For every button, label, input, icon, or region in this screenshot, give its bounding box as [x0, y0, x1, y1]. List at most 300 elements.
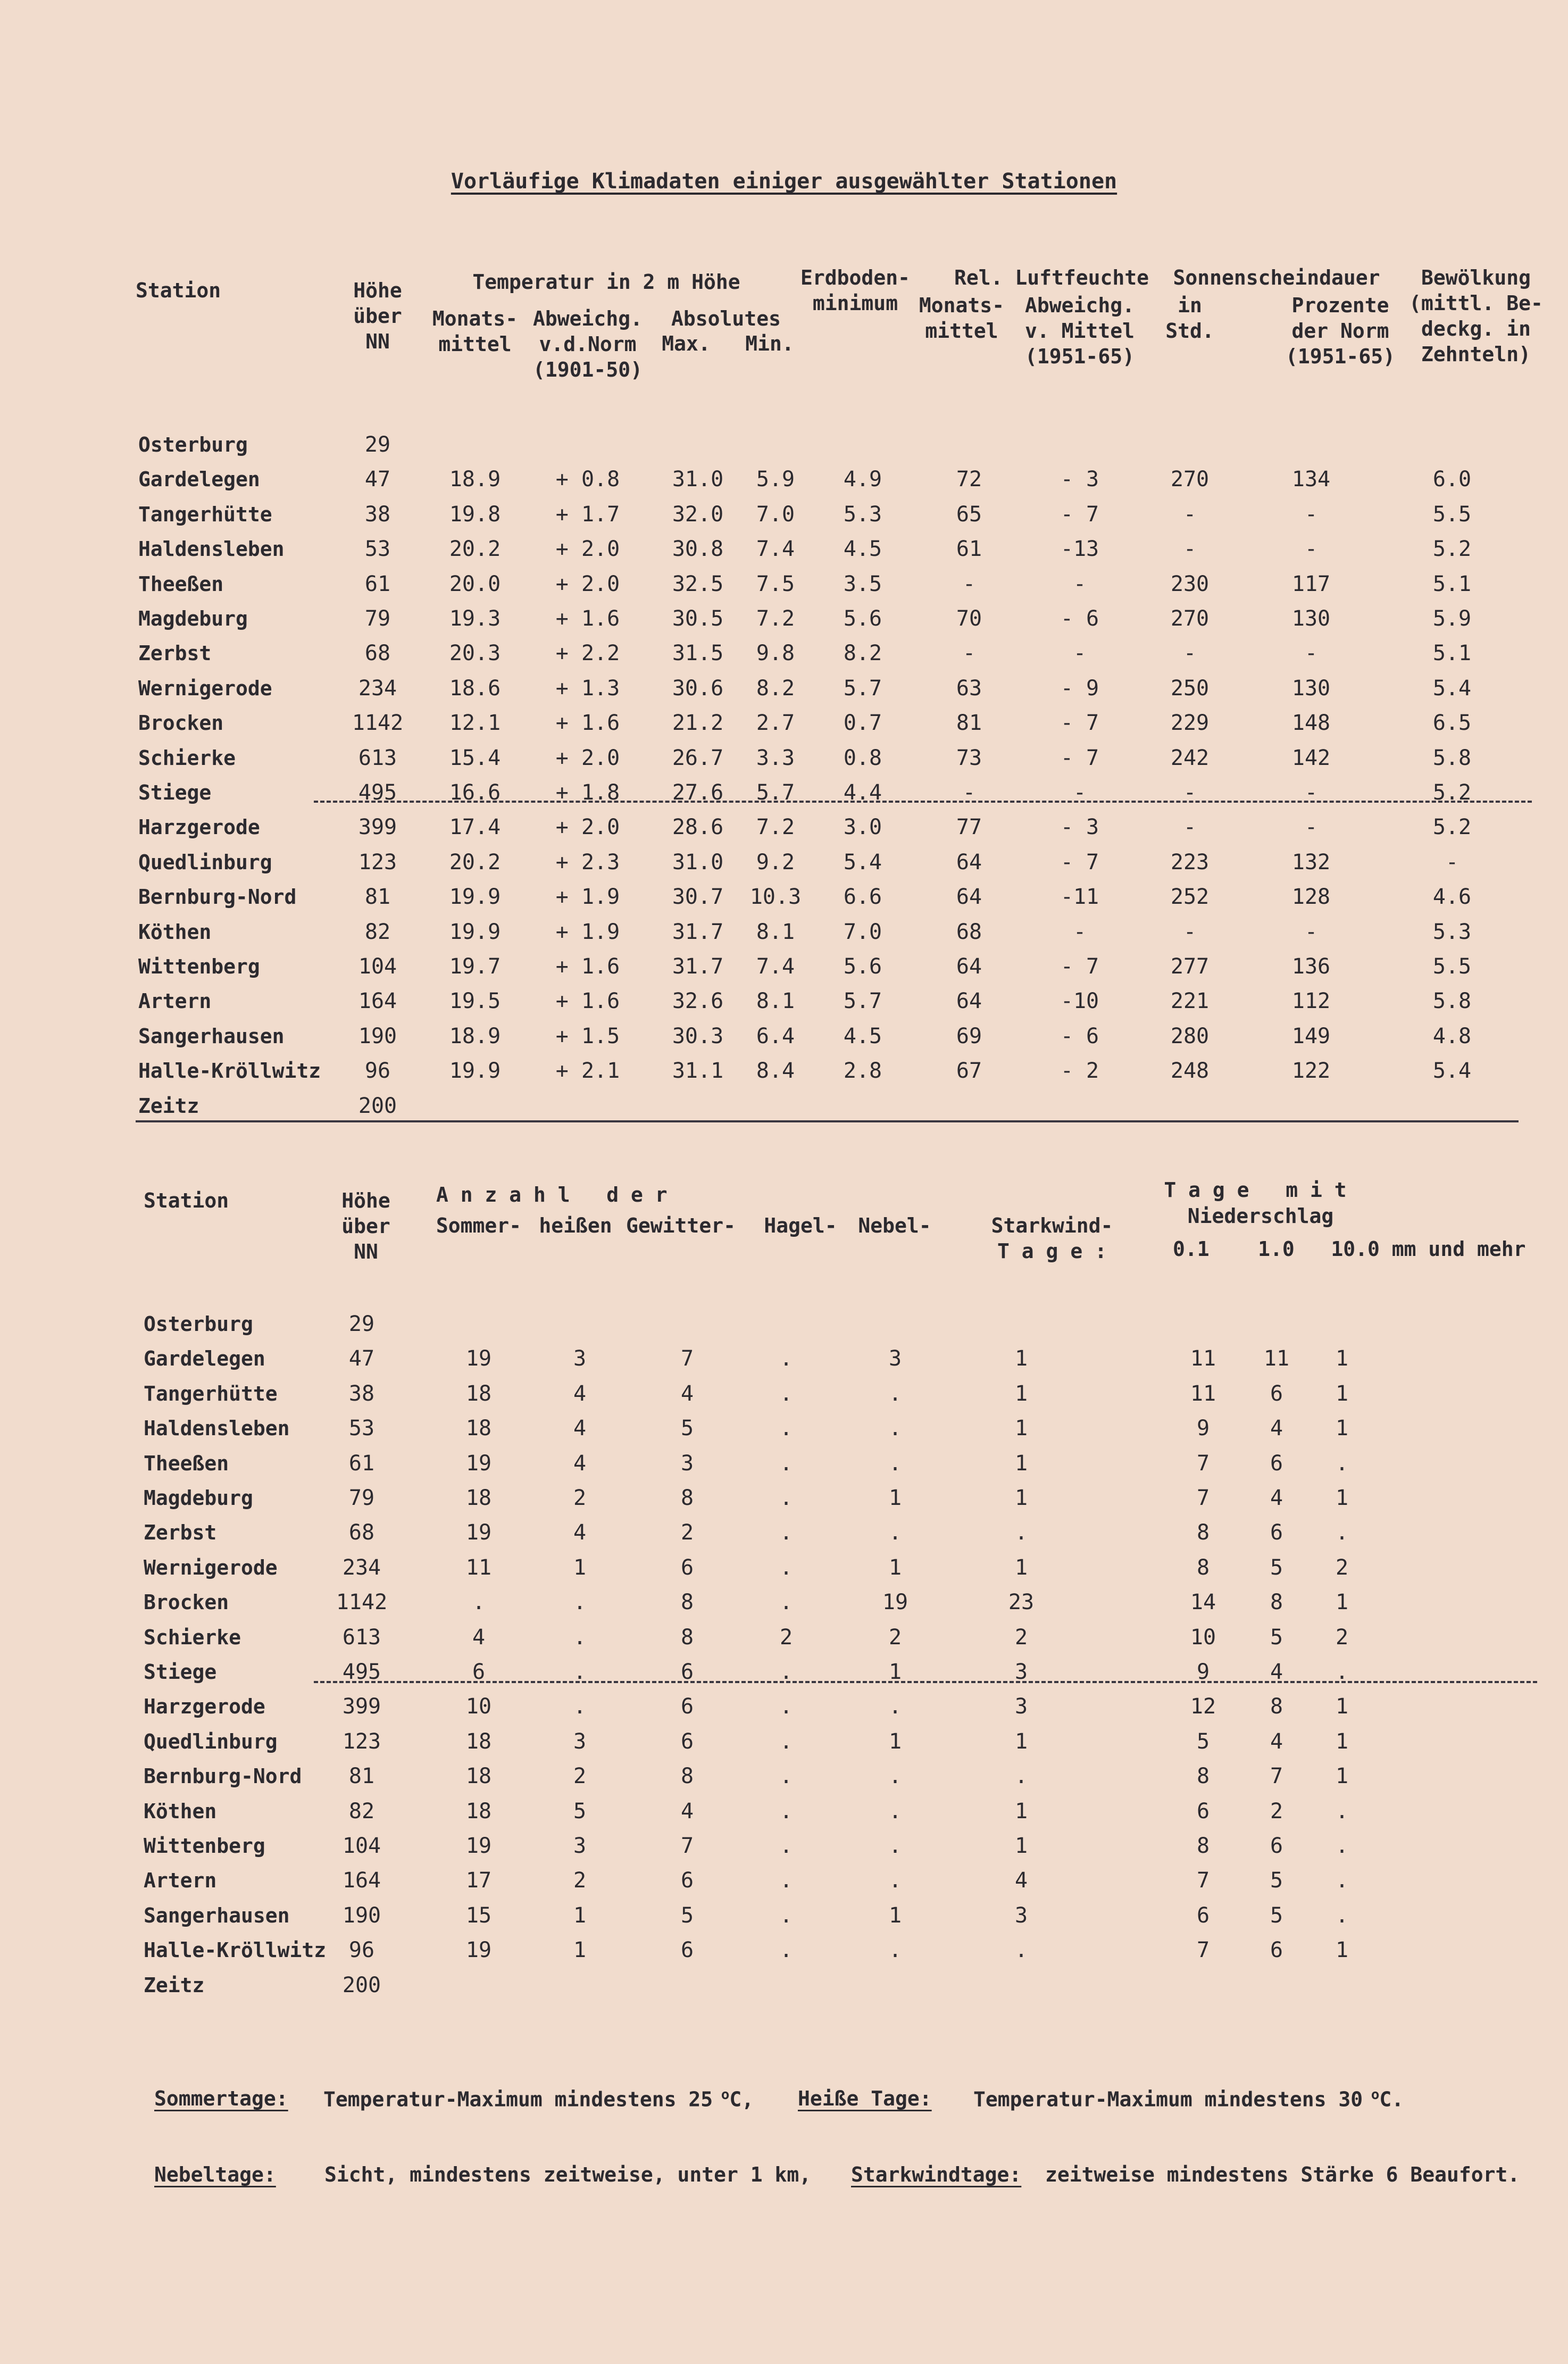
table-cell: -10 [1060, 989, 1099, 1014]
table-cell: 67 [956, 1059, 982, 1084]
station-name: Zeitz [144, 1973, 205, 1997]
table-cell: 5.2 [1432, 780, 1472, 805]
table-cell: 1 [1014, 1729, 1028, 1754]
table-cell: 7 [680, 1346, 694, 1371]
table-cell: 8 [1270, 1694, 1283, 1719]
table-cell: 136 [1291, 954, 1331, 979]
table-cell: + 2.1 [555, 1059, 620, 1084]
table-cell: 17.4 [449, 815, 501, 840]
station-name: Wittenberg [144, 1834, 265, 1858]
table-cell: . [1335, 1799, 1349, 1824]
header-temp_group: Temperatur in 2 m Höhe [472, 270, 740, 294]
legend-label: Nebeltage: [154, 2163, 276, 2186]
station-name: Tangerhütte [144, 1381, 278, 1405]
table-cell: 117 [1291, 571, 1331, 596]
station-name: Zerbst [138, 642, 212, 665]
station-name: Köthen [138, 920, 212, 944]
table-cell: 234 [358, 676, 397, 701]
table-cell: 19 [465, 1938, 492, 1963]
table-cell: 68 [348, 1520, 375, 1545]
table-cell: - [1183, 537, 1197, 562]
table-cell: . [779, 1416, 793, 1441]
table-cell: 8.2 [843, 641, 882, 666]
table-cell: 1 [1014, 1834, 1028, 1858]
table-cell: 82 [348, 1799, 375, 1824]
header-max: Max. [662, 332, 711, 355]
table-cell: 5 [680, 1416, 694, 1441]
table-cell: 123 [358, 850, 397, 875]
table-cell: + 2.0 [555, 571, 620, 596]
table-cell: 223 [1170, 850, 1210, 875]
table-cell: 8 [680, 1764, 694, 1789]
table-cell: 7 [1196, 1868, 1210, 1893]
header-monatsmittel: mittel [438, 332, 512, 356]
table-cell: 4 [573, 1520, 587, 1545]
table-cell: 7 [1196, 1451, 1210, 1476]
table-cell: 399 [342, 1694, 381, 1719]
table-cell: 1 [1335, 1416, 1349, 1441]
header-ns_thresholds: 0.1 1.0 10.0 mm und mehr [1173, 1237, 1526, 1261]
table-cell: 2.7 [756, 711, 795, 736]
table-cell: - [1445, 850, 1459, 875]
table-cell: 4 [573, 1451, 587, 1476]
table-cell: 61 [364, 571, 391, 596]
table-cell: 81 [364, 885, 391, 910]
header-luft_abw: (1951-65) [1025, 345, 1135, 368]
station-name: Wernigerode [138, 676, 272, 700]
table-cell: 18 [465, 1486, 492, 1510]
table-cell: 20.2 [449, 537, 501, 562]
table-cell: 5.1 [1432, 571, 1472, 596]
table-cell: 8 [1196, 1555, 1210, 1580]
table-cell: - [1304, 919, 1318, 944]
table-cell: 65 [956, 502, 982, 527]
table-cell: - [1073, 641, 1087, 666]
table-cell: 5.2 [1432, 537, 1472, 562]
table-cell: 19.9 [449, 885, 501, 910]
table-cell: 123 [342, 1729, 381, 1754]
table-cell: 6.6 [843, 885, 882, 910]
table-cell: - [1183, 780, 1197, 805]
table-cell: 4.8 [1432, 1023, 1472, 1048]
table-cell: 2 [573, 1764, 587, 1789]
station-name: Schierke [138, 746, 236, 770]
station-name: Theeßen [138, 572, 224, 596]
table-cell: 64 [956, 885, 982, 910]
table-cell: 14 [1190, 1590, 1216, 1615]
header-sommer: Sommer- [436, 1214, 522, 1237]
table-cell: . [1014, 1520, 1028, 1545]
header-sonne_proz: (1951-65) [1286, 345, 1395, 368]
table-cell: 19 [465, 1520, 492, 1545]
table-cell: . [888, 1451, 902, 1476]
table-cell: 6 [1270, 1520, 1283, 1545]
table-cell: - [1073, 780, 1087, 805]
table-cell: 2 [573, 1486, 587, 1510]
table-cell: 1142 [336, 1590, 388, 1615]
table-cell: 79 [348, 1486, 375, 1510]
table-cell: 1 [888, 1660, 902, 1684]
table-cell: + 2.2 [555, 641, 620, 666]
header-tage: T a g e : [997, 1239, 1107, 1263]
table-cell: 613 [358, 745, 397, 770]
table-cell: 12.1 [449, 711, 501, 736]
table-cell: 134 [1291, 467, 1331, 492]
table-cell: + 0.8 [555, 467, 620, 492]
table-cell: . [472, 1590, 486, 1615]
table-cell: + 1.9 [555, 885, 620, 910]
table-cell: 130 [1291, 676, 1331, 701]
table-cell: 221 [1170, 989, 1210, 1014]
table-cell: 4 [472, 1625, 486, 1650]
table-cell: 6 [680, 1660, 694, 1684]
table-cell: . [779, 1868, 793, 1893]
table-cell: 5.2 [1432, 815, 1472, 840]
table-cell: + 2.0 [555, 537, 620, 562]
table-cell: 4 [680, 1799, 694, 1824]
table-cell: . [1335, 1660, 1349, 1684]
legend-definition: Sicht, mindestens zeitweise, unter 1 km, [324, 2163, 812, 2186]
table-cell: . [573, 1694, 587, 1719]
table-cell: - 9 [1060, 676, 1099, 701]
table-cell: - 3 [1060, 467, 1099, 492]
table-cell: 18.6 [449, 676, 501, 701]
table-cell: 5.6 [843, 954, 882, 979]
table-cell: + 1.7 [555, 502, 620, 527]
table-cell: 19.9 [449, 1059, 501, 1084]
table-cell: 7.0 [843, 919, 882, 944]
table-cell: - [1183, 919, 1197, 944]
header-hagel: Hagel- [764, 1214, 837, 1237]
table-cell: 5.5 [1432, 502, 1472, 527]
table-cell: 1 [888, 1903, 902, 1928]
table-cell: . [779, 1799, 793, 1824]
header-heisse: heißen [539, 1214, 612, 1237]
table-cell: . [1335, 1868, 1349, 1893]
table-cell: 19.9 [449, 919, 501, 944]
header-bewoelkung: (mittl. Be- [1409, 292, 1543, 315]
table-cell: 10 [465, 1694, 492, 1719]
header-hoehe: NN [365, 330, 390, 353]
table-cell: . [1335, 1520, 1349, 1545]
table-cell: 280 [1170, 1023, 1210, 1048]
table-cell: 61 [956, 537, 982, 562]
table-cell: 18 [465, 1799, 492, 1824]
header-luft_mittel: Monats- [919, 294, 1005, 317]
table-cell: -13 [1060, 537, 1099, 562]
station-name: Harzgerode [138, 815, 260, 839]
table-cell: 96 [348, 1938, 375, 1963]
table-cell: - [1304, 537, 1318, 562]
table-cell: 128 [1291, 885, 1331, 910]
table-cell: 4.5 [843, 1023, 882, 1048]
table-cell: 9.8 [756, 641, 795, 666]
header-starkwind: Starkwind- [991, 1214, 1113, 1237]
table-cell: 5.9 [1432, 606, 1472, 631]
table-cell: 8.1 [756, 989, 795, 1014]
table-cell: 6 [680, 1555, 694, 1580]
station-name: Brocken [138, 711, 224, 735]
table-cell: . [1335, 1834, 1349, 1858]
table-cell: . [888, 1834, 902, 1858]
table-cell: 252 [1170, 885, 1210, 910]
table-cell: 6 [680, 1868, 694, 1893]
header-abweichung: Abweichg. [533, 307, 643, 330]
table-cell: 30.3 [672, 1023, 724, 1048]
table-cell: 1 [1335, 1729, 1349, 1754]
station-name: Gardelegen [138, 468, 260, 492]
table-cell: 8 [1196, 1764, 1210, 1789]
table-cell: 31.0 [672, 467, 724, 492]
table-cell: - [1304, 780, 1318, 805]
table-cell: 1 [1335, 1694, 1349, 1719]
table-cell: 8 [680, 1590, 694, 1615]
table-cell: 68 [364, 641, 391, 666]
table-cell: . [779, 1381, 793, 1406]
table-cell: 149 [1291, 1023, 1331, 1048]
table-cell: - 6 [1060, 606, 1099, 631]
table-cell: 19.8 [449, 502, 501, 527]
legend-text [323, 2087, 754, 2111]
table-cell: 4 [1270, 1416, 1283, 1441]
legend-definition: Temperatur-Maximum mindestens 25 [323, 2087, 713, 2111]
table-cell: 1 [1335, 1590, 1349, 1615]
table-cell: 28.6 [672, 815, 724, 840]
table-cell: 16.6 [449, 780, 501, 805]
table-cell: 1 [888, 1729, 902, 1754]
table-cell: 6 [1196, 1903, 1210, 1928]
table-cell: 18.9 [449, 467, 501, 492]
table-cell: 200 [358, 1093, 397, 1118]
table-cell: 4 [680, 1381, 694, 1406]
table-cell: 19.3 [449, 606, 501, 631]
table-cell: 130 [1291, 606, 1331, 631]
table-cell: - [1183, 641, 1197, 666]
table-cell: 5.4 [1432, 1059, 1472, 1084]
table-cell: 9 [1196, 1416, 1210, 1441]
table-cell: 5.9 [756, 467, 795, 492]
table-cell: 32.5 [672, 571, 724, 596]
station-name: Stiege [138, 781, 212, 804]
table-cell: + 1.6 [555, 606, 620, 631]
table-cell: + 2.3 [555, 850, 620, 875]
table-cell: 5 [1196, 1729, 1210, 1754]
table-cell: 7.2 [756, 606, 795, 631]
table-cell: 4 [1270, 1729, 1283, 1754]
table-cell: 5 [573, 1799, 587, 1824]
table-cell: - 7 [1060, 954, 1099, 979]
table-cell: - 6 [1060, 1023, 1099, 1048]
table-cell: 5.8 [1432, 989, 1472, 1014]
table-cell: . [779, 1590, 793, 1615]
table-cell: . [779, 1834, 793, 1858]
table-cell: 7.2 [756, 815, 795, 840]
station-name: Zerbst [144, 1521, 217, 1545]
table-cell: 15.4 [449, 745, 501, 770]
table-cell: - [962, 571, 976, 596]
table-cell: . [888, 1694, 902, 1719]
header-hoehe: NN [354, 1240, 378, 1263]
table-cell: 1 [1014, 1416, 1028, 1441]
table-cell: 2.8 [843, 1059, 882, 1084]
table-cell: 9.2 [756, 850, 795, 875]
table-cell: 68 [956, 919, 982, 944]
station-name: Wernigerode [144, 1555, 278, 1579]
table-cell: 4 [1270, 1660, 1283, 1684]
table-cell: 72 [956, 467, 982, 492]
station-name: Köthen [144, 1799, 217, 1823]
page-title: Vorläufige Klimadaten einiger ausgewählter Stationen [451, 169, 1117, 194]
table-cell: 23 [1008, 1590, 1035, 1615]
table-cell: 5 [1270, 1868, 1283, 1893]
table-cell: 0.8 [843, 745, 882, 770]
station-name: Magdeburg [144, 1486, 253, 1510]
table-cell: . [573, 1590, 587, 1615]
table-cell: 229 [1170, 711, 1210, 736]
table-cell: 2 [1335, 1555, 1349, 1580]
header-sonne_std: in [1178, 294, 1202, 317]
table-cell: 79 [364, 606, 391, 631]
header-sonne_std: Std. [1165, 319, 1214, 343]
header-bewoelkung: deckg. in [1421, 317, 1531, 340]
table-cell: 270 [1170, 467, 1210, 492]
table-cell: 32.0 [672, 502, 724, 527]
legend-unit: C. [1379, 2087, 1404, 2111]
table-cell: 1 [1335, 1381, 1349, 1406]
table-cell: 495 [358, 780, 397, 805]
header-hoehe: Höhe [353, 279, 402, 302]
table-cell: - [962, 641, 976, 666]
table-cell: 11 [1190, 1346, 1216, 1371]
table-cell: 7.0 [756, 502, 795, 527]
table-cell: 10 [1190, 1625, 1216, 1650]
table-cell: 47 [348, 1346, 375, 1371]
table-cell: 18 [465, 1416, 492, 1441]
table-cell: 122 [1291, 1059, 1331, 1084]
table-cell: 7 [1196, 1938, 1210, 1963]
table-cell: 6 [1270, 1381, 1283, 1406]
table-cell: 19 [465, 1834, 492, 1858]
header-gewitter: Gewitter- [626, 1214, 736, 1237]
table-cell: 5.3 [843, 502, 882, 527]
table-cell: 31.5 [672, 641, 724, 666]
table-cell: - [1304, 641, 1318, 666]
table-cell: 230 [1170, 571, 1210, 596]
table-cell: 4.4 [843, 780, 882, 805]
table-cell: 30.5 [672, 606, 724, 631]
table-cell: 104 [358, 954, 397, 979]
table-cell: . [888, 1520, 902, 1545]
header-bewoelkung: Zehnteln) [1421, 343, 1531, 366]
station-name: Sangerhausen [144, 1903, 290, 1927]
table-cell: 6.4 [756, 1023, 795, 1048]
table-cell: 495 [342, 1660, 381, 1684]
table-cell: 7.5 [756, 571, 795, 596]
table-cell: - 2 [1060, 1059, 1099, 1084]
table-cell: 6.0 [1432, 467, 1472, 492]
table-cell: 2 [1270, 1799, 1283, 1824]
table-cell: . [888, 1799, 902, 1824]
station-name: Gardelegen [144, 1347, 265, 1371]
table-cell: 5.3 [1432, 919, 1472, 944]
table-cell: + 1.6 [555, 989, 620, 1014]
table-cell: 112 [1291, 989, 1331, 1014]
legend-definition: zeitweise mindestens Stärke 6 Beaufort. [1045, 2163, 1520, 2186]
table-cell: 399 [358, 815, 397, 840]
table-cell: - 7 [1060, 502, 1099, 527]
table-cell: . [573, 1660, 587, 1684]
table-cell: 3 [1014, 1660, 1028, 1684]
table-cell: 64 [956, 954, 982, 979]
station-name: Halle-Kröllwitz [138, 1059, 321, 1083]
group-divider-dashed [314, 1681, 1537, 1683]
table-cell: - [1304, 815, 1318, 840]
table-cell: - [1073, 919, 1087, 944]
table-cell: 1 [1335, 1938, 1349, 1963]
table-cell: 1 [1014, 1381, 1028, 1406]
table-cell: 64 [956, 850, 982, 875]
table-cell: 11 [1263, 1346, 1290, 1371]
table-cell: . [888, 1764, 902, 1789]
table-cell: 31.7 [672, 919, 724, 944]
header-erdboden: minimum [812, 292, 898, 315]
station-name: Wittenberg [138, 955, 260, 978]
station-name: Harzgerode [144, 1695, 265, 1719]
table-cell: 61 [348, 1451, 375, 1476]
table-cell: . [779, 1520, 793, 1545]
table-cell: 1 [1014, 1555, 1028, 1580]
header-sonne_group: Sonnenscheindauer [1173, 266, 1380, 289]
table-cell: . [779, 1486, 793, 1510]
table-cell: 2 [888, 1625, 902, 1650]
table-cell: - 7 [1060, 745, 1099, 770]
header-luft_group: Rel. Luftfeuchte [954, 266, 1149, 289]
table-cell: 3 [573, 1729, 587, 1754]
table-cell: 1 [1014, 1486, 1028, 1510]
table-cell: 5.1 [1432, 641, 1472, 666]
header-erdboden: Erdboden- [800, 266, 910, 289]
header-anzahl: A n z a h l d e r [436, 1183, 668, 1206]
table-cell: . [1335, 1451, 1349, 1476]
table-cell: 8 [1196, 1520, 1210, 1545]
table-cell: 2 [573, 1868, 587, 1893]
table-cell: 38 [348, 1381, 375, 1406]
table-cell: 30.7 [672, 885, 724, 910]
table-cell: 190 [342, 1903, 381, 1928]
station-name: Quedlinburg [138, 850, 272, 874]
table-cell: 31.7 [672, 954, 724, 979]
table-bottom-rule [136, 1120, 1519, 1122]
table-cell: 613 [342, 1625, 381, 1650]
table-cell: - 3 [1060, 815, 1099, 840]
table-cell: 3.5 [843, 571, 882, 596]
table-cell: 21.2 [672, 711, 724, 736]
table-cell: 4.5 [843, 537, 882, 562]
table-cell: 270 [1170, 606, 1210, 631]
degree-sign: o [713, 2087, 730, 2103]
table-cell: 6.5 [1432, 711, 1472, 736]
table-cell: - [1073, 571, 1087, 596]
table-cell: 81 [348, 1764, 375, 1789]
header-hoehe: über [353, 304, 402, 328]
table-cell: 1142 [352, 711, 404, 736]
header-monatsmittel: Monats- [432, 307, 518, 330]
table-cell: -11 [1060, 885, 1099, 910]
table-cell: 8.4 [756, 1059, 795, 1084]
station-name: Osterburg [138, 433, 248, 456]
station-name: Haldensleben [138, 537, 285, 561]
table-cell: 5.7 [756, 780, 795, 805]
